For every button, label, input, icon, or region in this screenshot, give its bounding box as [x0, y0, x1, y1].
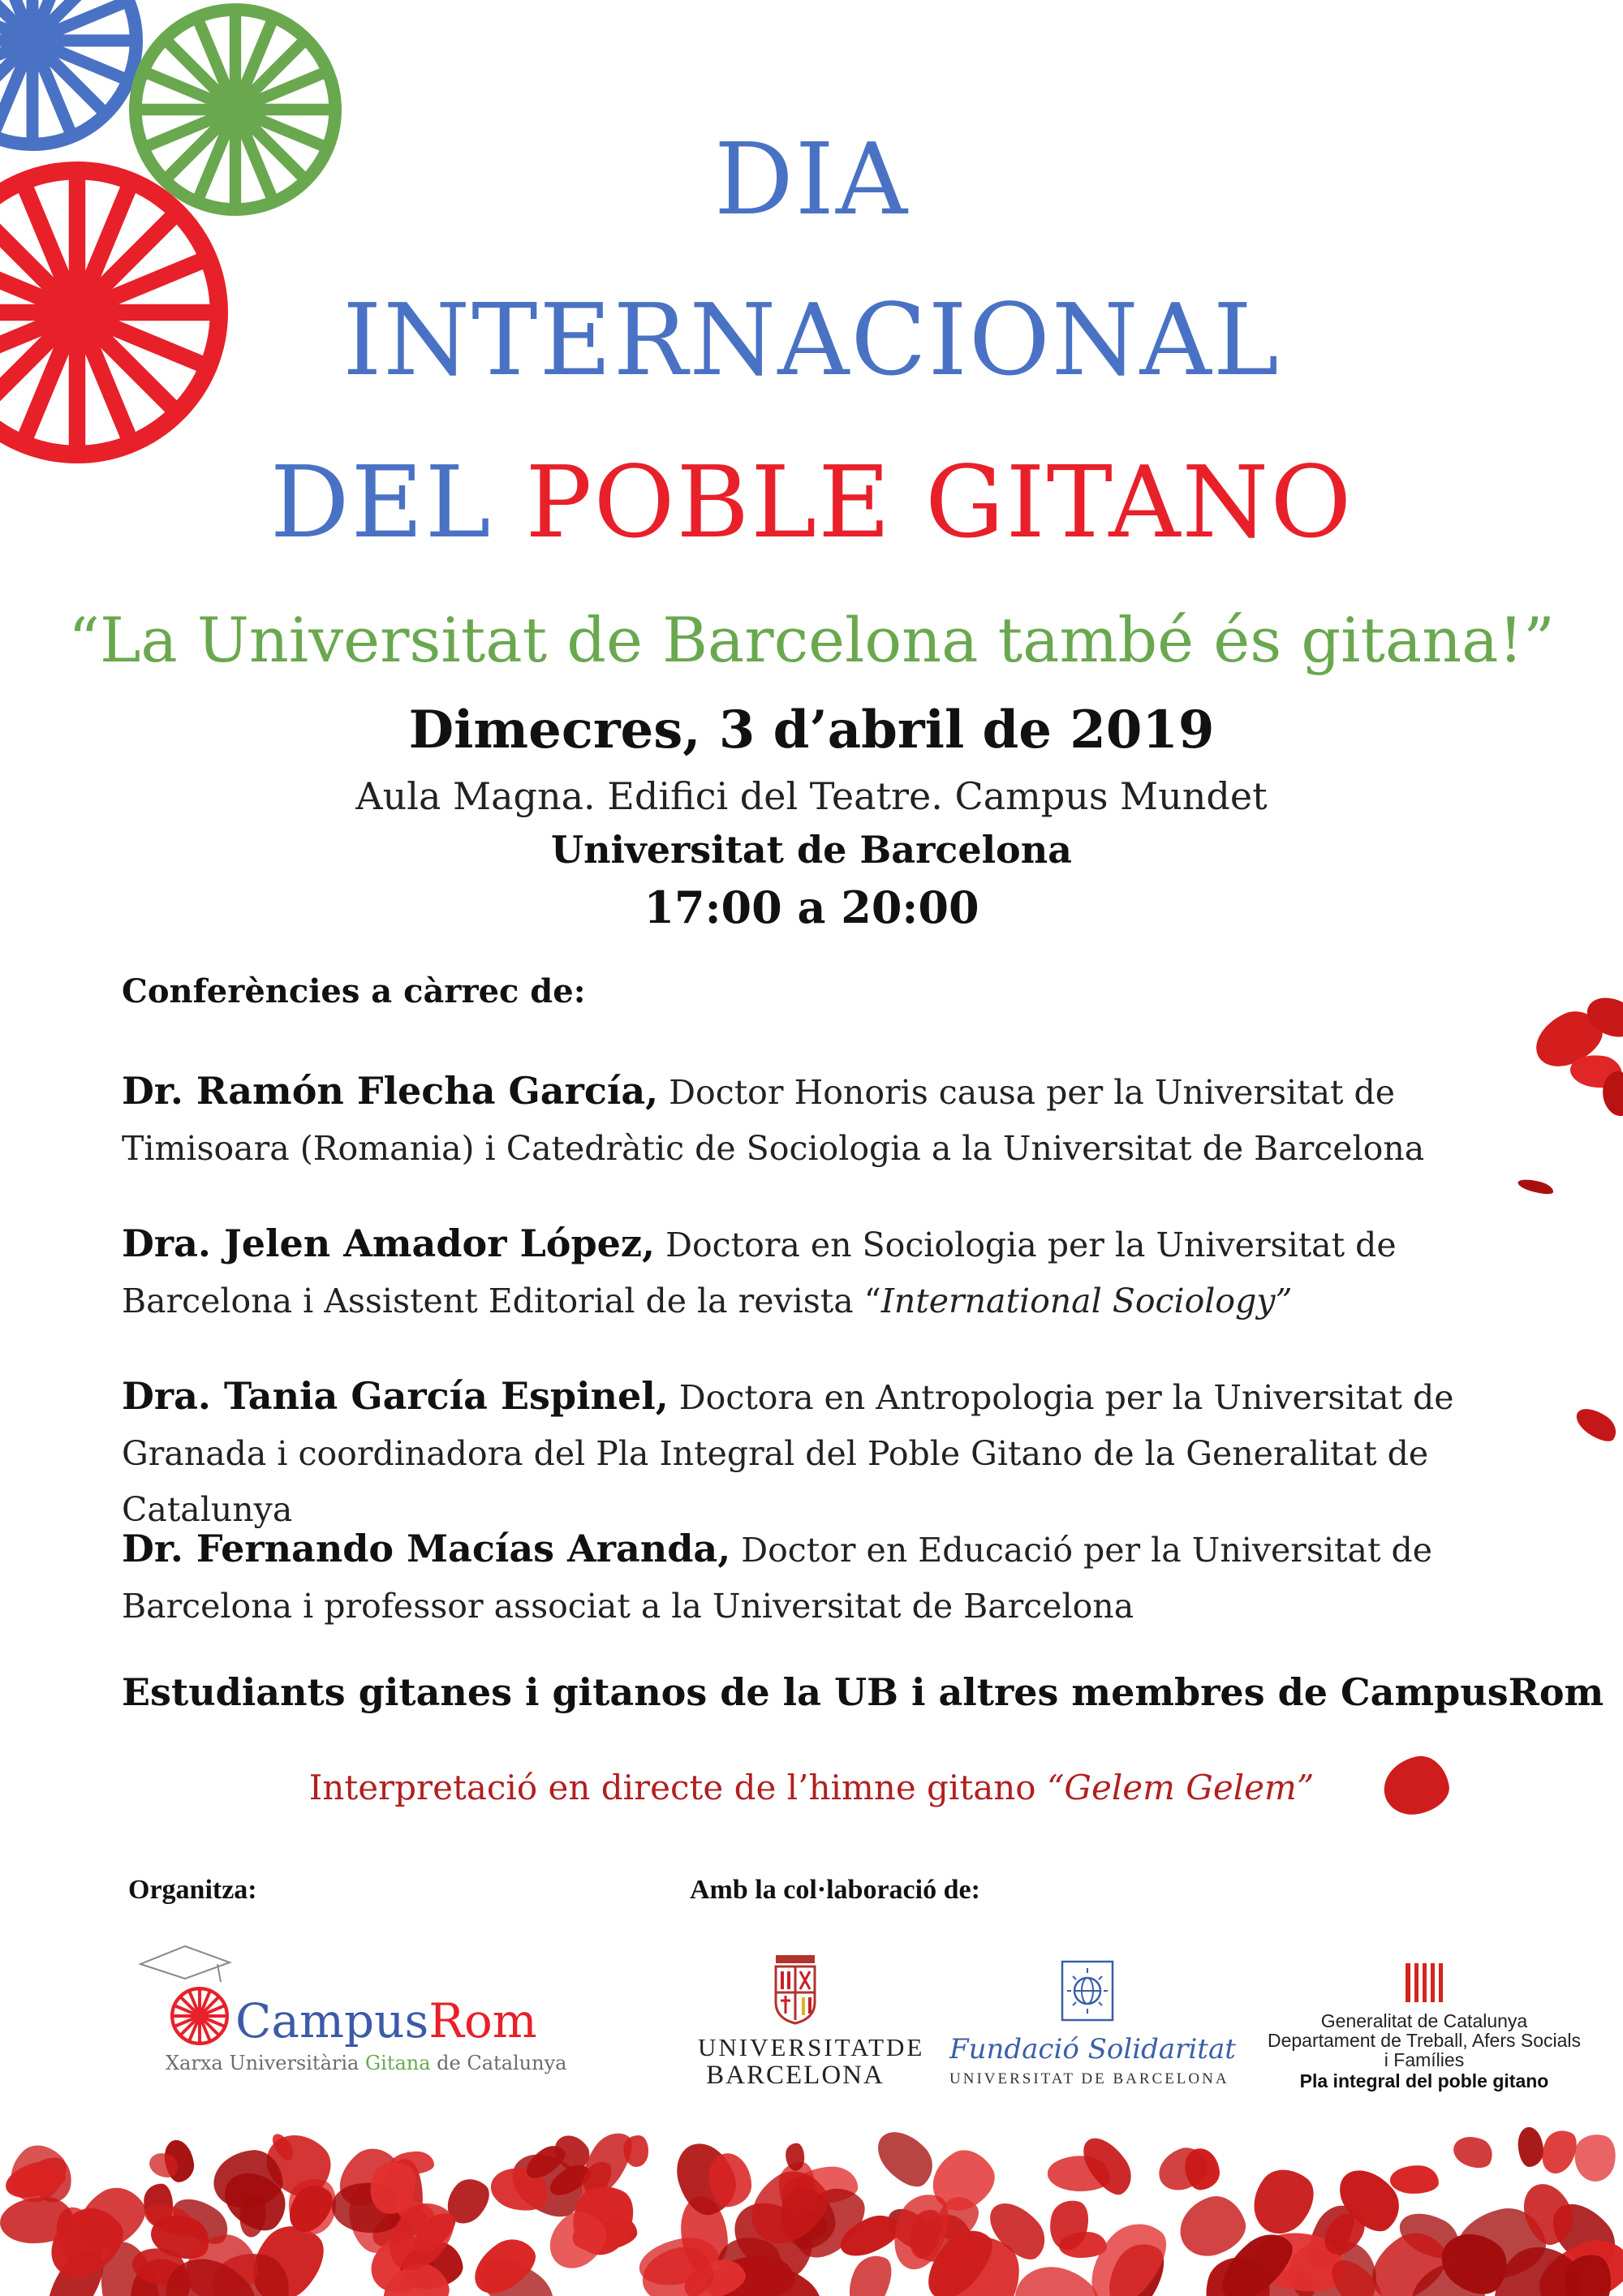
red-chakra-wheel-icon [167, 1984, 232, 2048]
speaker-name: Dr. Ramón Flecha García, [122, 1069, 659, 1113]
title-line-poble-gitano [0, 445, 1623, 560]
speaker-name: Dr. Fernando Macías Aranda, [122, 1527, 731, 1570]
rose-petal-icon [1517, 1176, 1555, 1196]
wheel-graphic [172, 1988, 227, 2044]
speaker-name: Dra. Tania García Espinel, [122, 1374, 669, 1418]
speaker-entry [122, 1063, 1469, 1177]
generalitat-line3: i Famílies [1384, 2049, 1465, 2070]
fundacio-solidaritat-logo [949, 1952, 1236, 2094]
event-university: Universitat de Barcelona [550, 828, 1072, 872]
title-del: DEL [269, 445, 526, 560]
title-poble-gitano: POBLE GITANO [525, 445, 1354, 560]
conferences-heading: Conferències a càrrec de: [122, 972, 586, 1010]
generalitat-line2: Departament de Treball, Afers Socials [1267, 2030, 1582, 2051]
generalitat-logo [1254, 1952, 1595, 2094]
campusrom-name [235, 1993, 537, 2048]
rose-petal-icon [868, 2126, 942, 2195]
campusrom-subtitle [166, 2052, 566, 2074]
generalitat-line4: Pla integral del poble gitano [1299, 2070, 1549, 2091]
graduation-cap-icon [136, 1940, 234, 1988]
motto: “La Universitat de Barcelona també és gitana!” [68, 604, 1555, 676]
rose-petal-icon [786, 2143, 804, 2171]
journal-title: International Sociology” [880, 1282, 1293, 1320]
title-line-internacional: INTERNACIONAL [342, 282, 1281, 398]
rose-petal-icon [840, 2249, 899, 2296]
ub-line-universitat: UNIVERSITATDE [698, 2033, 925, 2061]
campusrom-logo [130, 1940, 567, 2086]
fundacio-name: Fundació Solidaritat [949, 2033, 1236, 2066]
rose-petal-icon [1389, 2165, 1439, 2195]
speaker-entry [122, 1521, 1469, 1635]
ub-shield-icon [771, 1952, 820, 2025]
hymn-line [0, 1768, 1623, 1807]
rose-petal-icon [708, 2152, 752, 2208]
speaker-name: Dra. Jelen Amador López, [122, 1221, 656, 1265]
universitat-barcelona-logo [698, 1952, 925, 2094]
title-line-dia: DIA [713, 122, 910, 237]
fundacio-globe-icon [1059, 1958, 1116, 2023]
generalitat-line1: Generalitat de Catalunya [1320, 2010, 1528, 2031]
campusrom-sub-2: Gitana [364, 2052, 431, 2074]
speaker-description: Doctor en Educació per la Universitat de Barcelona i professor associat a la Universitat de Barcelona [122, 1531, 1432, 1626]
speaker-description: Doctora en Sociologia per la Universitat de Barcelona i Assistent Editorial de la revista “ [122, 1226, 1397, 1320]
collaboration-label: Amb la col·laboració de: [690, 1875, 980, 1905]
event-time: 17:00 a 20:00 [644, 881, 979, 933]
speaker-entry [122, 1368, 1469, 1538]
rose-petal-icon [1571, 1402, 1621, 1447]
organizer-label: Organitza: [128, 1875, 257, 1905]
campusrom-name-rom: Rom [428, 1993, 537, 2048]
speaker-description: Doctor Honoris causa per la Universitat de Timisoara (Romania) i Catedràtic de Sociologia a la Universitat de Barcelona [122, 1073, 1425, 1168]
event-place: Aula Magna. Edifici del Teatre. Campus Mundet [355, 774, 1268, 818]
ub-line-barcelona: BARCELONA [706, 2061, 885, 2090]
petal-band [0, 2126, 1623, 2296]
hymn-text: Interpretació en directe de l’himne gitano [308, 1768, 1047, 1807]
generalitat-flag-icon [1404, 1960, 1444, 2005]
rose-petal-icon [1518, 2126, 1544, 2168]
event-date: Dimecres, 3 d’abril de 2019 [408, 700, 1215, 760]
rose-petal-icon [1449, 2130, 1498, 2173]
campusrom-sub-3: de Catalunya [430, 2052, 567, 2074]
fundacio-sub: UNIVERSITAT DE BARCELONA [949, 2070, 1229, 2087]
speaker-entry [122, 1216, 1469, 1329]
hymn-title: “Gelem Gelem” [1046, 1768, 1315, 1807]
rose-petal-icon [1569, 2130, 1620, 2185]
campusrom-name-campus: Campus [235, 1993, 429, 2048]
students-line: Estudiants gitanes i gitanos de la UB i altres membres de CampusRom [122, 1670, 1604, 1714]
speaker-description: Doctora en Antropologia per la Universitat de Granada i coordinadora del Pla Integral del Poble Gitano de la Generalitat de Catalunya [122, 1378, 1454, 1529]
campusrom-sub-1: Xarxa Universitària [166, 2052, 365, 2074]
